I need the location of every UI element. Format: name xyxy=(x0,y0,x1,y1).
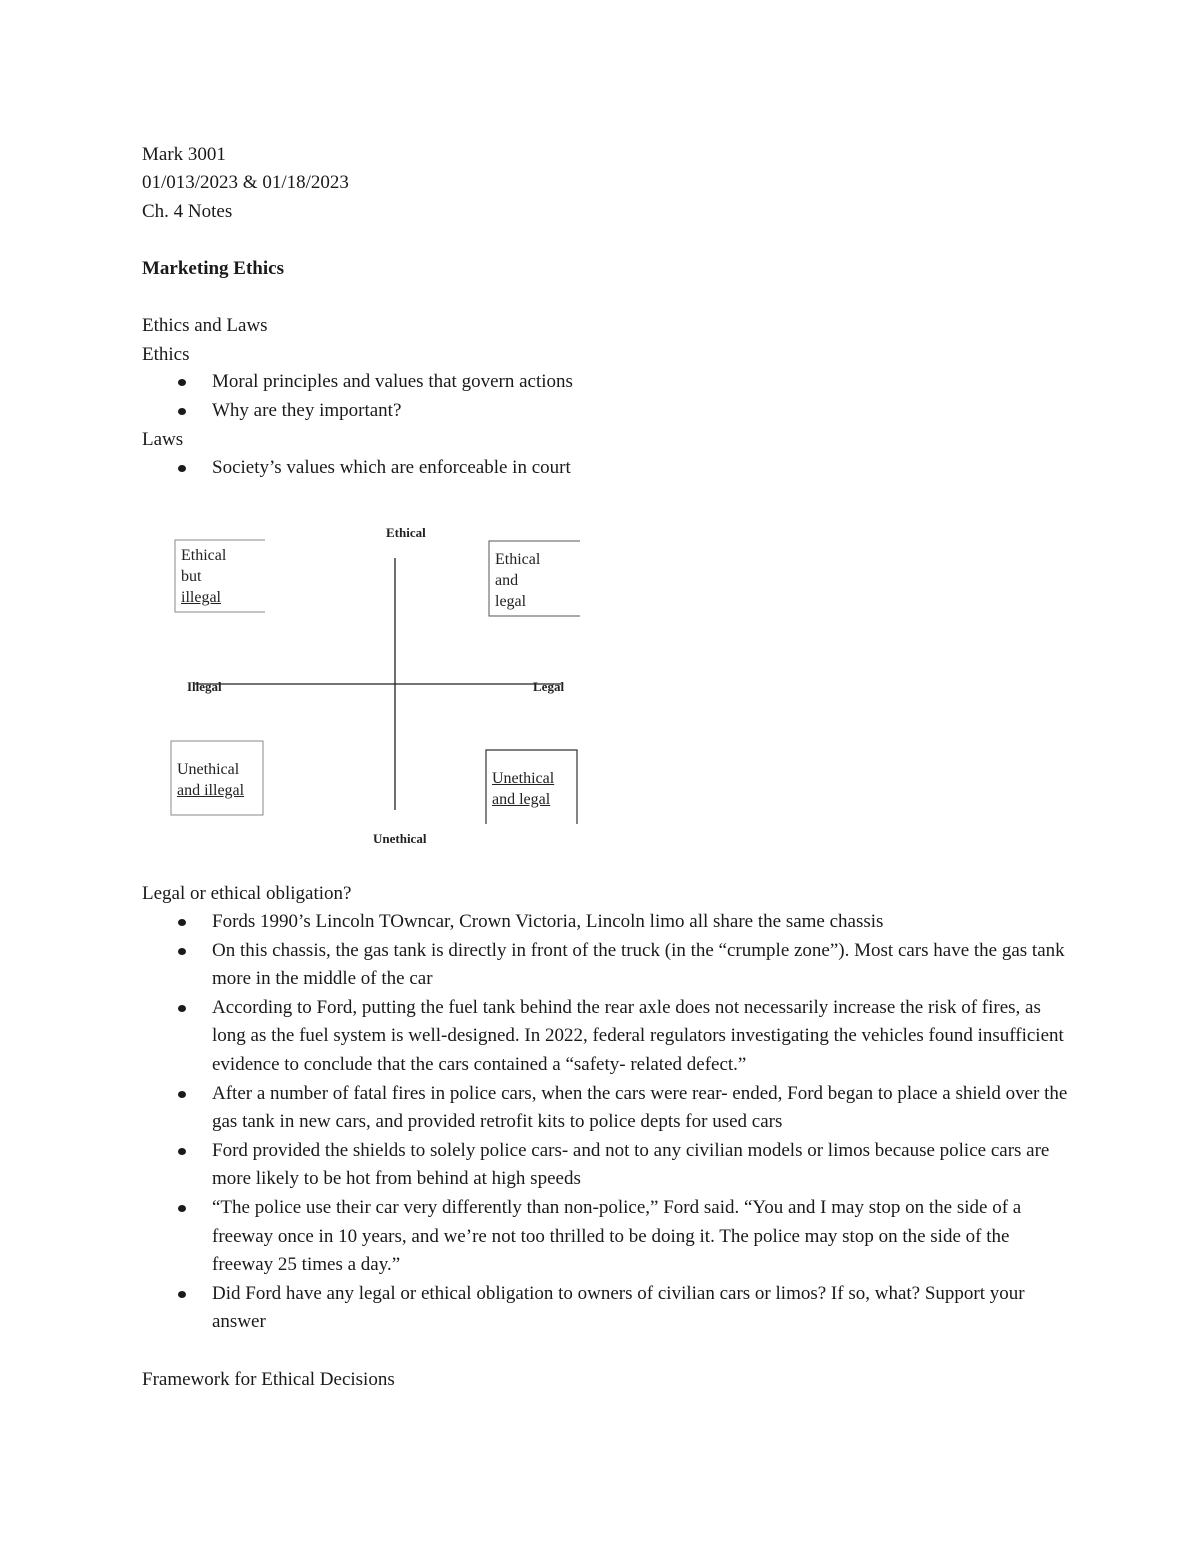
bullet-icon xyxy=(178,1291,186,1298)
chapter-label: Ch. 4 Notes xyxy=(142,201,233,222)
quadrant-unethical-and-illegal: Unethical and illegal xyxy=(177,761,245,799)
axis-label-legal: Legal xyxy=(533,679,565,694)
bullet-icon xyxy=(178,408,186,415)
list-item: Ford provided the shields to solely police cars- and not to any civilian models or limos because police cars are more likely to be hot from behind at high speeds xyxy=(142,1137,1072,1194)
section-heading-ethics-laws: Ethics and Laws xyxy=(142,315,268,336)
list-item: On this chassis, the gas tank is directly in front of the truck (in the “crumple zone”). Most cars have the gas tank more in the middle of the car xyxy=(142,937,1072,994)
list-item: Society’s values which are enforceable in court xyxy=(142,454,1072,483)
list-item: “The police use their car very differently than non-police,” Ford said. “You and I may stop on the side of a freeway once in 10 years, and we’re not too thrilled to be doing it. The police may stop on the side of the freeway 25 times a day.” xyxy=(142,1194,1072,1280)
obligation-list xyxy=(142,908,1072,1337)
bullet-icon xyxy=(178,948,186,955)
document-title: Marketing Ethics xyxy=(142,258,284,279)
bullet-icon xyxy=(178,1091,186,1098)
bullet-icon xyxy=(178,1005,186,1012)
axis-label-illegal: Illegal xyxy=(187,679,222,694)
laws-label: Laws xyxy=(142,429,184,450)
section-heading-obligation: Legal or ethical obligation? xyxy=(142,883,352,904)
course-code: Mark 3001 xyxy=(142,144,226,165)
bullet-icon xyxy=(178,919,186,926)
ethics-law-quadrant-diagram xyxy=(165,520,595,855)
quadrant-unethical-and-legal: Unethical and legal xyxy=(492,770,555,808)
list-item: After a number of fatal fires in police cars, when the cars were rear- ended, Ford began to place a shield over the gas tank in new cars, and provided retrofit kits to police depts for used cars xyxy=(142,1080,1072,1137)
note-dates: 01/013/2023 & 01/18/2023 xyxy=(142,172,349,193)
bullet-icon xyxy=(178,379,186,386)
laws-list xyxy=(142,454,1072,483)
list-item: Why are they important? xyxy=(142,397,1072,426)
ethics-label: Ethics xyxy=(142,344,190,365)
axis-label-unethical: Unethical xyxy=(373,831,427,846)
list-item: Did Ford have any legal or ethical obligation to owners of civilian cars or limos? If so, what? Support your answer xyxy=(142,1280,1072,1337)
axis-label-ethical: Ethical xyxy=(386,525,426,540)
bullet-icon xyxy=(178,1205,186,1212)
bullet-icon xyxy=(178,1148,186,1155)
quadrant-ethical-and-legal: Ethical and legal xyxy=(495,551,541,610)
list-item: According to Ford, putting the fuel tank behind the rear axle does not necessarily increase the risk of fires, as long as the fuel system is well-designed. In 2022, federal regulators investigating the vehicles found insufficient evidence to conclude that the cars contained a “safety- related defect.” xyxy=(142,994,1072,1080)
bullet-icon xyxy=(178,465,186,472)
list-item: Moral principles and values that govern actions xyxy=(142,368,1072,397)
section-heading-framework: Framework for Ethical Decisions xyxy=(142,1369,395,1390)
ethics-list xyxy=(142,368,1072,425)
list-item: Fords 1990’s Lincoln TOwncar, Crown Victoria, Lincoln limo all share the same chassis xyxy=(142,908,1072,937)
quadrant-ethical-but-illegal: Ethical but illegal xyxy=(181,547,227,606)
